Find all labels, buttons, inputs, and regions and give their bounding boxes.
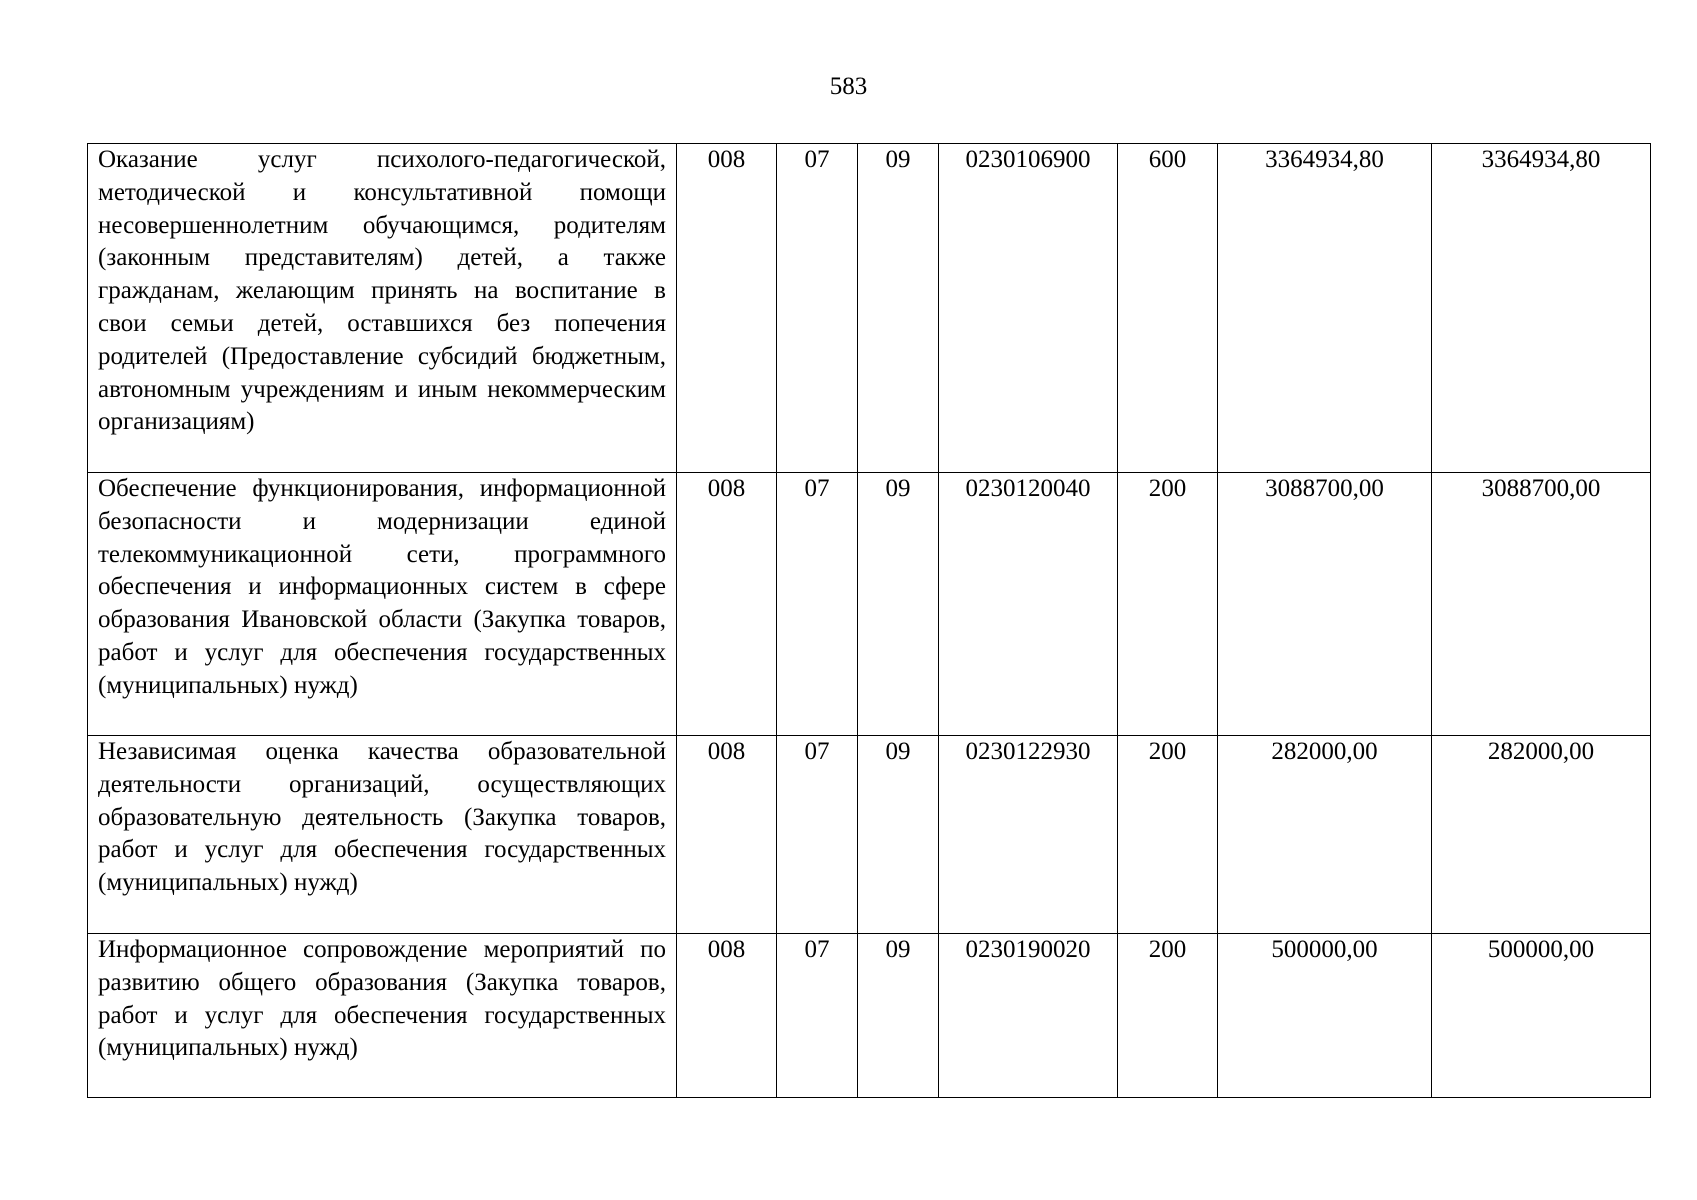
amount-year1-cell: 282000,00 bbox=[1218, 736, 1432, 934]
amount-year1-cell: 3364934,80 bbox=[1218, 144, 1432, 473]
subsection-code-cell: 09 bbox=[858, 736, 939, 934]
subsection-code-cell: 09 bbox=[858, 934, 939, 1098]
expense-type-cell: 200 bbox=[1118, 934, 1218, 1098]
ministry-code-cell: 008 bbox=[677, 473, 777, 736]
amount-year2-cell: 282000,00 bbox=[1432, 736, 1651, 934]
target-article-cell: 0230120040 bbox=[939, 473, 1118, 736]
description-text: Оказание услуг психолого-педагогической, методической и консультативной помощи несовершеннолетним обучающимся, родителям (законным представителям) детей, а также гражданам, желающим принять на воспитание в свои семьи детей, оставшихся без попечения родителей (Предоставление субсидий бюджетным, автономным учреждениям и иным некоммерческим организациям) bbox=[98, 146, 666, 436]
amount-year2-cell: 3364934,80 bbox=[1432, 144, 1651, 473]
target-article-cell: 0230122930 bbox=[939, 736, 1118, 934]
table-row bbox=[88, 934, 1651, 1098]
ministry-code-cell: 008 bbox=[677, 736, 777, 934]
ministry-code-cell: 008 bbox=[677, 934, 777, 1098]
budget-table bbox=[87, 143, 1651, 1098]
page-number: 583 bbox=[829, 73, 868, 100]
section-code-cell: 07 bbox=[777, 473, 858, 736]
description-text: Обеспечение функционирования, информационной безопасности и модернизации единой телекоммуникационной сети, программного обеспечения и информационных систем в сфере образования Ивановской области (Закупка товаров, работ и услуг для обеспечения государственных (муниципальных) нужд) bbox=[98, 475, 666, 699]
description-cell bbox=[88, 144, 677, 473]
table-row bbox=[88, 473, 1651, 736]
description-text: Информационное сопровождение мероприятий по развитию общего образования (Закупка товаров, работ и услуг для обеспечения государственных (муниципальных) нужд) bbox=[98, 936, 666, 1062]
description-cell bbox=[88, 473, 677, 736]
subsection-code-cell: 09 bbox=[858, 473, 939, 736]
amount-year2-cell: 500000,00 bbox=[1432, 934, 1651, 1098]
amount-year2-cell: 3088700,00 bbox=[1432, 473, 1651, 736]
subsection-code-cell: 09 bbox=[858, 144, 939, 473]
target-article-cell: 0230106900 bbox=[939, 144, 1118, 473]
amount-year1-cell: 500000,00 bbox=[1218, 934, 1432, 1098]
description-cell bbox=[88, 736, 677, 934]
amount-year1-cell: 3088700,00 bbox=[1218, 473, 1432, 736]
table-row bbox=[88, 736, 1651, 934]
table-row bbox=[88, 144, 1651, 473]
target-article-cell: 0230190020 bbox=[939, 934, 1118, 1098]
description-text: Независимая оценка качества образовательной деятельности организаций, осуществляющих образовательную деятельность (Закупка товаров, работ и услуг для обеспечения государственных (муниципальных) нужд) bbox=[98, 738, 666, 897]
section-code-cell: 07 bbox=[777, 144, 858, 473]
ministry-code-cell: 008 bbox=[677, 144, 777, 473]
expense-type-cell: 200 bbox=[1118, 473, 1218, 736]
expense-type-cell: 600 bbox=[1118, 144, 1218, 473]
expense-type-cell: 200 bbox=[1118, 736, 1218, 934]
section-code-cell: 07 bbox=[777, 736, 858, 934]
section-code-cell: 07 bbox=[777, 934, 858, 1098]
description-cell bbox=[88, 934, 677, 1098]
